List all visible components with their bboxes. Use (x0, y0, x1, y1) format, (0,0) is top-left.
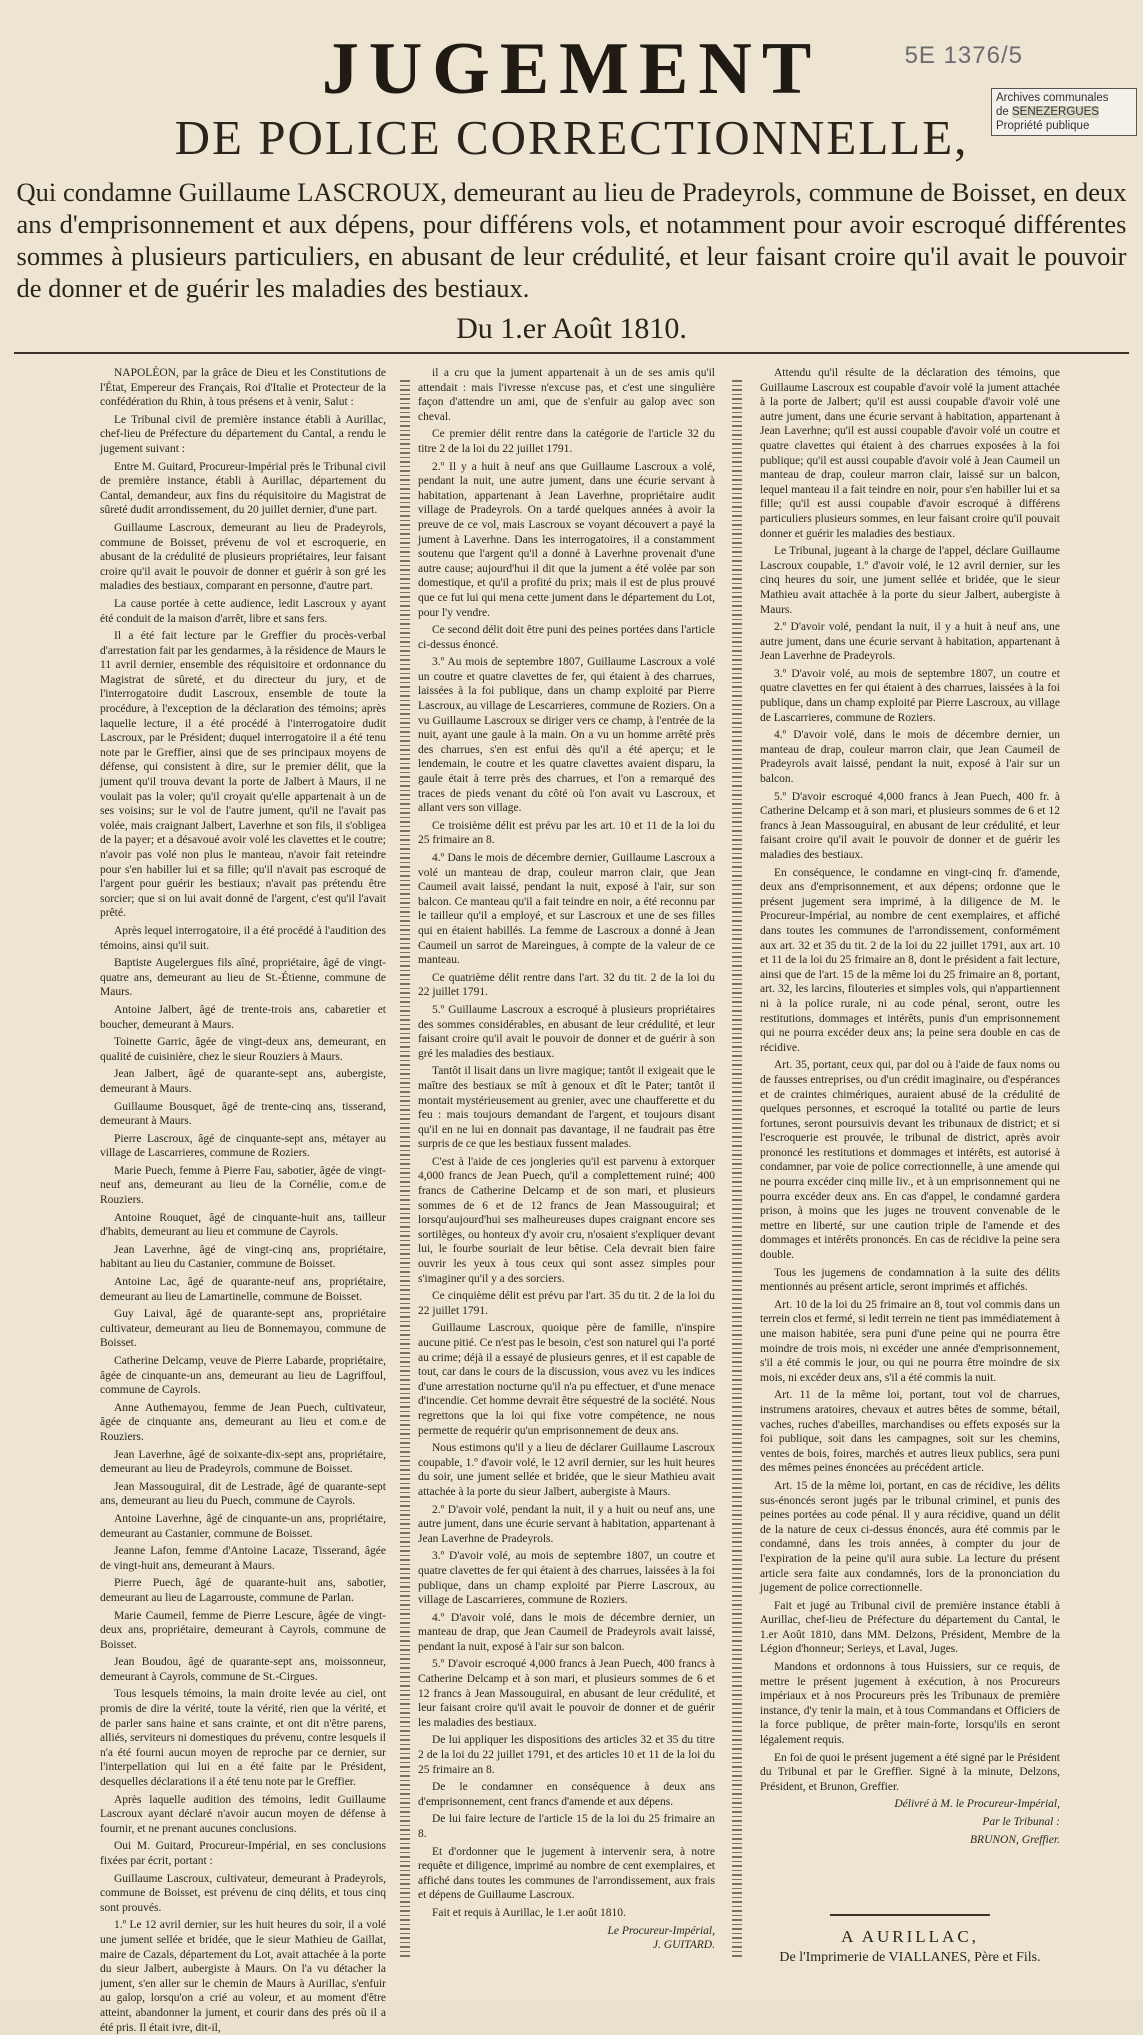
col2-paragraph: Tantôt il lisait dans un livre magique; tantôt il exigeait que le maître des bestiaux se mît à genoux et dît le Pater; tantôt il montait mystérieusement au grenier, avec une chaufferette et du feu : mais toujours demandant de l'argent, et toujours disant qu'il en ne lui en donnait pas davantage, il ne faudrait pas être surpris de ce que les bestiaux fussent malades. (418, 1065, 715, 1151)
column-left (100, 366, 386, 2034)
col2-paragraph: 3.º Au mois de septembre 1807, Guillaume Lascroux a volé un coutre et quatre clavettes de fer, qui étaient à des charrues, laissées à la foi publique, dans un champ exploité par Pierre Lascroux, au village de Lescarrieres, commune de Roziers. On a vu Guillaume Lascroux se diriger vers ce champ, à l'entrée de la nuit, ayant une gaule à la main. On a vu un homme arrêté près des charrues, s'en est enfui dès qu'il a été aperçu; et le lendemain, le coutre et les quatre clavettes avaient disparu, la gaule était à terre près des charrues, et l'on a remarqué des traces de pieds venant du côté où l'on avait vu Lascroux, et allant vers son village. (418, 656, 715, 815)
col3-paragraph: Fait et jugé au Tribunal civil de première instance établi à Aurillac, chef-lieu de Préfecture du département du Cantal, le 1.er Août 1810, dans MM. Delzons, Président, Membre de la Légion d'honneur; Serieys, et Laval, Juges. (760, 1599, 1060, 1656)
col1-paragraph: Jean Boudou, âgé de quarante-sept ans, moissonneur, demeurant à Cayrols, commune de St.-Cirgues. (100, 1656, 386, 1683)
col1-paragraph: Oui M. Guitard, Procureur-Impérial, en ses conclusions fixées par écrit, portant : (100, 1840, 386, 1867)
stamp-line-1: Archives communales (996, 92, 1109, 104)
delivery-note: Délivré à M. le Procureur-Impérial, (894, 1798, 1060, 1811)
col1-paragraph: Après laquelle audition des témoins, ledit Guillaume Lascroux ayant déclaré n'avoir aucun moyen de défense à fournir, et ne prenant aucunes conclusions. (100, 1793, 386, 1835)
col1-paragraph: Marie Puech, femme à Pierre Fau, sabotier, âgée de vingt-neuf ans, demeurant au lieu de la Cornélie, com.e de Rouziers. (100, 1164, 386, 1207)
col1-paragraph: Après lequel interrogatoire, il a été procédé à l'audition des témoins, ainsi qu'il suit. (100, 924, 386, 952)
col2-paragraph: 2.º Il y a huit à neuf ans que Guillaume Lascroux a volé, pendant la nuit, une autre jument, dans une écurie servant à habitation, appartenant à Jean Laverhne, propriétaire audit village de Pradeyrols. On a tardé quelques années à avoir la preuve de ce vol, mais Lascroux se voyant découvert a payé la jument à Laverhne. Dans les interrogatoires, il a constamment soutenu que l'argent qu'il a donné à Laverhne provenait d'une autre cause; aujourd'hui il dit que la jument a été volée par son domestique, et qu'il a profité du prix; mais il est de plus prouvé que ce fut lui qui mena cette jument dans le département du Lot, pour l'y vendre. (418, 460, 715, 619)
tribunal-note: Par le Tribunal : (982, 1816, 1060, 1828)
column-divider-right (732, 380, 742, 1960)
judgment-date: Du 1.er Août 1810. (456, 312, 687, 345)
col2-paragraph: Ce troisième délit est prévu par les art. 10 et 11 de la loi du 25 frimaire an 8. (418, 819, 715, 847)
col3-paragraph: Art. 15 de la même loi, portant, en cas de récidive, les délits sus-énoncés seront jugés par le tribunal criminel, et punis des peines portées au code pénal. Il y aura récidive, quand un délit de la nature de ceux ci-dessus énoncés, aura été commis par le condamné, dans les trois années, à compter du jour de l'expiration de la peine qu'il aura subie. La lecture du présent article sera faite aux condamnés, lors de la prononciation du jugement de police correctionnelle. (760, 1479, 1060, 1595)
judgment-summary: Qui condamne Guillaume LASCROUX, demeurant au lieu de Pradeyrols, commune de Boisset, en deux ans d'emprisonnement et aux dépens, pour différens vols, et notamment pour avoir escroqué différentes sommes à plusieurs particuliers, en abusant de leur crédulité, et leur faisant croire qu'il avait le pouvoir de donner et de guérir les maladies des bestiaux. (16, 177, 1127, 303)
col1-paragraph: Antoine Lac, âgé de quarante-neuf ans, propriétaire, demeurant au lieu de Lamartinelle, commune de Boisset. (100, 1276, 386, 1303)
col1-paragraph: Jeanne Lafon, femme d'Antoine Lacaze, Tisserand, âgée de vingt-huit ans, demeurant à Maurs. (100, 1545, 386, 1572)
col1-paragraph: Antoine Jalbert, âgé de trente-trois ans, cabaretier et boucher, demeurant à Maurs. (100, 1003, 386, 1031)
col3-paragraph: 2.º D'avoir volé, pendant la nuit, il y a huit à neuf ans, une autre jument, dans une écurie servant à habitation, appartenant à Jean Laverhne de Pradeyrols. (760, 621, 1060, 663)
col2-paragraph: il a cru que la jument appartenait à un de ses amis qu'il attendait : mais l'ivresse n'excuse pas, et c'est une singulière façon d'attendre un ami, que de s'enfuir au galop avec son cheval. (418, 367, 715, 423)
col1-paragraph: Anne Authemayou, femme de Jean Puech, cultivateur, âgée de cinquante ans, demeurant au lieu et com.e de Rouziers. (100, 1401, 386, 1443)
col1-paragraph: Marie Caumeil, femme de Pierre Lescure, âgée de vingt-deux ans, propriétaire, demeurant à Cayrols, commune de Boisset. (100, 1609, 386, 1651)
col2-paragraph: 5.º Guillaume Lascroux a escroqué à plusieurs propriétaires des sommes considérables, en abusant de leur crédulité, et leur faisant croire qu'il avait le pouvoir de donner et de guérir à son gré les maladies des bestiaux. (418, 1003, 715, 1060)
col3-paragraph: Tous les jugemens de condamnation à la suite des délits mentionnés au présent article, seront imprimés et affichés. (760, 1266, 1060, 1294)
col1-paragraph: Guillaume Bousquet, âgé de trente-cinq ans, tisserand, demeurant à Maurs. (100, 1100, 386, 1128)
column-middle (418, 366, 715, 1960)
col1-paragraph: NAPOLÉON, par la grâce de Dieu et les Constitutions de l'État, Empereur des Français, Roi d'Italie et Protecteur de la confédération du Rhin, à tous présens et à venir, Salut : (100, 367, 386, 409)
col1-paragraph: Guillaume Lascroux, cultivateur, demeurant à Pradeyrols, commune de Boisset, est prévenu de cinq délits, et tous cinq sont prouvés. (100, 1872, 386, 1914)
col2-paragraph: De lui appliquer les dispositions des articles 32 et 35 du titre 2 de la loi du 22 juillet 1791, et des articles 10 et 11 de la loi du 25 frimaire an 8. (418, 1734, 715, 1776)
col1-paragraph: Entre M. Guitard, Procureur-Impérial près le Tribunal civil de première instance, établi à Aurillac, département du Cantal, demandeur, aux fins du réquisitoire du Magistrat de sûreté dudit arrondissement, du 20 juillet dernier, d'une part. (100, 460, 386, 517)
col2-paragraph: 3.º D'avoir volé, au mois de septembre 1807, un coutre et quatre clavettes de fer qui étaient à des charrues, laissées à la foi publique, dans un champ exploité par Pierre Lascroux, au village de Lascarrieres, commune de Roziers. (418, 1550, 715, 1607)
header-rule (14, 352, 1129, 354)
col1-paragraph: Catherine Delcamp, veuve de Pierre Labarde, propriétaire, âgée de cinquante-un ans, demeurant au lieu de Lagriffoul, commune de Cayrols. (100, 1355, 386, 1397)
col3-paragraph: Mandons et ordonnons à tous Huissiers, sur ce requis, de mettre le présent jugement à exécution, à nos Procureurs impériaux et à nos Procureurs près les Tribunaux de première instance, d'y tenir la main, et à tous Commandans et Officiers de la force publique, de prêter main-forte, lorsqu'ils en seront légalement requis. (760, 1661, 1060, 1747)
col1-paragraph: Pierre Puech, âgé de quarante-huit ans, sabotier, demeurant au lieu de Lagarrouste, commune de Parlan. (100, 1577, 386, 1604)
stamp-commune: SENEZERGUES (1012, 106, 1099, 118)
col2-paragraph: Fait et requis à Aurillac, le 1.er août 1810. (432, 1906, 626, 1919)
stamp-line-2 (996, 105, 1132, 119)
col1-paragraph: Baptiste Augelergues fils aîné, propriétaire, âgé de vingt-quatre ans, demeurant au lieu de St.-Étienne, commune de Maurs. (100, 957, 386, 999)
col2-paragraph: Ce quatrième délit rentre dans l'art. 32 du tit. 2 de la loi du 22 juillet 1791. (418, 971, 715, 999)
col3-paragraph: Art. 35, portant, ceux qui, par dol ou à l'aide de faux noms ou de fausses entreprises, ou d'un crédit imaginaire, ou d'espérances et de craintes chimériques, auraient abusé de la crédulité de quelques personnes, et escroqué la totalité ou partie de leurs fortunes, seront poursuivis devant les tribunaux de district; et si l'escroquerie est prouvée, le tribunal de district, après avoir prononcé les restitutions et dommages et intérêts, est autorisé à condamner, par voie de police correctionnelle, à une amende qui ne pourra excéder cinq mille liv., et à un emprisonnement qui ne pourra excéder deux ans. En cas d'appel, le condamné gardera prison, à moins que les juges ne trouvent convenable de le mettre en liberté, sur une caution triple de l'amende et des dommages et intérêts prononcés. En cas de récidive la peine sera double. (760, 1059, 1060, 1262)
col2-paragraph: 4.º D'avoir volé, dans le mois de décembre dernier, un manteau de drap, que Jean Caumeil de Pradeyrols avait laissé, pendant la nuit, exposé à l'air sur son balcon. (418, 1611, 715, 1653)
col1-paragraph: Jean Laverhne, âgé de vingt-cinq ans, propriétaire, habitant au lieu du Castanier, commune de Boisset. (100, 1243, 386, 1271)
col1-paragraph: 1.º Le 12 avril dernier, sur les huit heures du soir, il a volé une jument sellée et bridée, que le sieur Mathieu de Gaillat, maire de Cazals, département du Lot, avait attachée à la porte du sieur Jalbert, aubergiste à Maurs. On l'a vu détacher la jument, s'en aller sur le chemin de Maurs à Aurillac, s'enfuir au galop, lorsqu'on a crié au voleur, et au moment d'être atteint, abandonner la jument, et courir dans des prés où il a été pris. Il était ivre, dit-il, (100, 1919, 386, 2034)
stamp-line-3: Propriété publique (996, 120, 1090, 132)
col3-paragraph: Attendu qu'il résulte de la déclaration des témoins, que Guillaume Lascroux est coupable d'avoir volé la jument attachée à la porte de Jalbert; qu'il est aussi coupable d'avoir volé une autre jument, dans une écurie servant à habitation, appartenant à Jean Laverhne; qu'il est aussi coupable d'avoir volé un coutre et quatre clavettes qui étaient à des charrues exposées à la foi publique; qu'il est aussi coupable d'avoir volé à Jean Caumeil un manteau de drap, couleur marron clair, laissé sur un balcon, lequel manteau il a fait teindre en noir, pour s'en habiller lui et sa fille; qu'il est aussi coupable d'avoir escroqué à différens particuliers plusieurs sommes, en leur faisant croire qu'il pouvait donner et guérir les maladies des bestiaux. (760, 367, 1060, 540)
col1-paragraph: Jean Massouguiral, dit de Lestrade, âgé de quarante-sept ans, demeurant au lieu du Puech, commune de Cayrols. (100, 1480, 386, 1508)
col2-paragraph: Ce cinquième délit est prévu par l'art. 35 du tit. 2 de la loi du 22 juillet 1791. (418, 1290, 715, 1317)
procureur-signature: Le Procureur-Impérial, J. GUITARD. (607, 1924, 715, 1952)
col1-paragraph: Tous lesquels témoins, la main droite levée au ciel, ont promis de dire la vérité, toute la vérité, rien que la vérité, et de parler sans haine et sans crainte, et ont dit n'être parens, alliés, serviteurs ni domestiques du prévenu, contre lesquels il n'a été fourni aucun moyen de reproche par ce dernier, sur l'interpellation qui lui en a été faite par le Président, desquelles déclarations il a été tenu note par le Greffier. (100, 1688, 386, 1789)
col1-paragraph: Jean Jalbert, âgé de quarante-sept ans, aubergiste, demeurant à Maurs. (100, 1068, 386, 1095)
col3-paragraph: 3.º D'avoir volé, au mois de septembre 1807, un coutre et quatre clavettes en fer qui étaient à des charrues, laissées à la foi publique, dans un champ exploité par Pierre Lascroux, au village de Lascarrieres, commune de Roziers. (760, 667, 1060, 724)
col1-paragraph: Pierre Lascroux, âgé de cinquante-sept ans, métayer au village de Lascarrieres, commune de Roziers. (100, 1132, 386, 1160)
col3-paragraph: En conséquence, le condamne en vingt-cinq fr. d'amende, deux ans d'emprisonnement, et aux dépens; ordonne que le présent jugement sera imprimé, à la diligence de M. le Procureur-Impérial, au nombre de cent exemplaires, et affiché dans toutes les communes de l'arrondissement, conformément aux art. 32 et 35 du tit. 2 de la loi du 22 juillet 1791, aux art. 10 et 11 de la loi du 25 frimaire an 8, dont le président a fait lecture, ainsi que de l'art. 15 de la même loi du 25 frimaire an 8, portant, art. 32, les larcins, filouteries et simples vols, qui n'appartiennent ni à la police rurale, ni au code pénal, seront, outre les restitutions, dommages et intérêts, punis d'un emprisonnement qui ne pourra excéder deux ans; la peine sera double en cas de récidive. (760, 866, 1060, 1054)
col3-paragraph: Art. 10 de la loi du 25 frimaire an 8, tout vol commis dans un terrein clos et fermé, si ledit terrein ne tient pas immédiatement à une maison habitée, sera puni d'une peine qui ne pourra être moindre de trois mois, ni excéder une année d'emprisonnement, s'il a été commis le jour, ou qui ne pourra être moindre de six mois, ni excéder deux ans, s'il a été commis la nuit. (760, 1298, 1060, 1384)
col2-paragraph: 4.º Dans le mois de décembre dernier, Guillaume Lascroux a volé un manteau de drap, couleur marron clair, que Jean Caumeil avait laissé, pendant la nuit, exposé à l'air, sur son balcon. Ce manteau qu'il a fait teindre en noir, a été reconnu par le tailleur qu'il a employé, et sur Lascroux et une de ses filles qui en étaient habillés. La femme de Lascroux a donné à Jean Caumeil un sarrot de Mareingues, à compte de la valeur de ce manteau. (418, 852, 715, 967)
title-jugement: JUGEMENT (321, 28, 822, 110)
col1-paragraph: Toinette Garric, âgée de vingt-deux ans, demeurant, en qualité de cuisinière, chez le sieur Rouziers à Maurs. (100, 1036, 386, 1063)
col2-paragraph: Nous estimons qu'il y a lieu de déclarer Guillaume Lascroux coupable, 1.º d'avoir volé, le 12 avril dernier, sur les huit heures du soir, une jument sellée et bridée, que le sieur Mathieu avait attachée à la porte du sieur Jalbert, aubergiste à Maurs. (418, 1442, 715, 1498)
col2-paragraph: Ce second délit doit être puni des peines portées dans l'article ci-dessus énoncé. (418, 624, 715, 651)
col2-paragraph: 2.º D'avoir volé, pendant la nuit, il y a huit ou neuf ans, une autre jument, dans une écurie servant à habitation, appartenant à Jean Laverhne de Pradeyrols. (418, 1503, 715, 1545)
col1-paragraph: Jean Laverhne, âgé de soixante-dix-sept ans, propriétaire, demeurant au lieu de Pradeyrols, commune de Boisset. (100, 1448, 386, 1476)
imprint-city: A AURILLAC, (841, 1927, 979, 1946)
col3-paragraph: Art. 11 de la même loi, portant, tout vol de charrues, instrumens aratoires, chevaux et autres bêtes de somme, bétail, vaches, ruches d'abeilles, marchandises ou effets exposés sur la foi publique, soit dans les campagnes, soit sur les chemins, ventes de bois, foires, marchés et autres lieux publics, sera puni des mêmes peines énoncées au précédent article. (760, 1389, 1060, 1475)
col2-paragraph: Guillaume Lascroux, quoique père de famille, n'inspire aucune pitié. Ce n'est pas le besoin, c'est son naturel qui l'a porté au crime; déjà il a essayé de plusieurs genres, et il est capable de tout, car dans le cours de la discussion, vous avez vu les indices d'une arrestation nocturne qu'il n'a pu effectuer, et d'une menace d'incendie. Cet homme devrait être séquestré de la société. Nous regrettons que la loi qui fixe votre compétence, ne nous permette de requérir qu'un emprisonnement de deux ans. (418, 1322, 715, 1437)
col2-paragraph: De le condamner en conséquence à deux ans d'emprisonnement, cent francs d'amende et aux dépens. (418, 1781, 715, 1808)
archive-reference: 5E 1376/5 (904, 42, 1023, 69)
col1-paragraph: Antoine Laverhne, âgé de cinquante-un ans, propriétaire, demeurant au Castanier, commune de Boisset. (100, 1512, 386, 1540)
archive-stamp (991, 88, 1137, 136)
col1-paragraph: Il a été fait lecture par le Greffier du procès-verbal d'arrestation fait par les gendarmes, à la résidence de Maurs le 11 avril dernier, ensemble des réquisitoire et ordonnance du Magistrat de sûreté, et du directeur du jury, et de l'interrogatoire dudit Lascroux, ensemble de toute la procédure, à l'exception de la déclaration des témoins; après laquelle lecture, il a été procédé à l'interrogatoire dudit Lascroux, par le Président; duquel interrogatoire il a été tenu note par le Greffier, ainsi que de ses principaux moyens de défense, qui consistent à dire, sur le premier délit, que la jument qu'il trouva devant la porte de Jalbert à Maurs, il ne voulait pas la voler; qu'il croyait qu'elle appartenait à un de ses voisins; sur le vol de l'autre jument, qu'il ne l'avait pas volée, mais craignant Jalbert, Laverhne et son fils, il s'obligea de la payer; et a désavoué avoir volé les clavettes et le coutre; n'avoir pas volé non plus le manteau, n'avoir fait reteindre pour s'en habiller lui et sa fille; qu'il n'avait pas escroqué de l'argent pour guérir les bestiaux; n'avait pas prétendu être sorcier; que si on lui avait donné de l'argent, c'est qu'il l'avait prêté. (100, 630, 386, 920)
col1-paragraph: Le Tribunal civil de première instance établi à Aurillac, chef-lieu de Préfecture du département du Cantal, a rendu le jugement suivant : (100, 413, 386, 455)
col2-paragraph: Ce premier délit rentre dans la catégorie de l'article 32 du titre 2 de la loi du 22 juillet 1791. (418, 428, 715, 455)
col3-paragraph: En foi de quoi le présent jugement a été signé par le Président du Tribunal et par le Greffier. Signé à la minute, Delzons, Président, et Brunon, Greffier. (760, 1751, 1060, 1793)
col1-paragraph: Guillaume Lascroux, demeurant au lieu de Pradeyrols, commune de Boisset, prévenu de vol et escroquerie, en abusant de la crédulité de plusieurs propriétaires, leur faisant croire qu'il avait le pouvoir de donner et guérir à son gré les maladies des bestiaux, comparant en personne, d'autre part. (100, 521, 386, 593)
imprint-rule (830, 1914, 990, 1916)
col2-paragraph: 5.º D'avoir escroqué 4,000 francs à Jean Puech, 400 francs à Catherine Delcamp et à son mari, et plusieurs sommes de 6 et 12 francs à Jean Massouguiral, en abusant de leur crédulité, et leur faisant croire qu'il avait le pouvoir de donner et de guérir les maladies des bestiaux. (418, 1658, 715, 1729)
greffier-signature: BRUNON, Greffier. (970, 1833, 1060, 1846)
stamp-prefix: de (996, 106, 1009, 118)
title-police: DE POLICE CORRECTIONNELLE, (174, 110, 969, 165)
col3-paragraph: Le Tribunal, jugeant à la charge de l'appel, déclare Guillaume Lascroux coupable, 1.º d'avoir volé, le 12 avril dernier, sur les cinq heures du soir, une jument sellée et bridée, que le sieur Mathieu avait attachée à la porte du sieur Jalbert, aubergiste à Maurs. (760, 545, 1060, 616)
col2-paragraph: Et d'ordonner que le jugement à intervenir sera, à notre requête et diligence, imprimé au nombre de cent exemplaires, et affiché dans toutes les communes de l'arrondissement, aux frais et dépens de Guillaume Lascroux. (418, 1845, 715, 1902)
column-right (760, 366, 1060, 1896)
printer-imprint (760, 1914, 1060, 1968)
col3-paragraph: 4.º D'avoir volé, dans le mois de décembre dernier, un manteau de drap, couleur marron clair, que Jean Caumeil de Pradeyrols avait laissé, pendant la nuit, exposé à l'air sur un balcon. (760, 729, 1060, 786)
column-divider-left (400, 380, 410, 1960)
col2-paragraph: De lui faire lecture de l'article 15 de la loi du 25 frimaire an 8. (418, 1813, 715, 1840)
col2-paragraph: C'est à l'aide de ces jongleries qu'il est parvenu à extorquer 4,000 francs de Jean Puech, qu'il a complettement ruiné; 400 francs de Catherine Delcamp et de son mari, et plusieurs sommes de 6 et de 12 francs de Jean Massouguiral; et lorsqu'aujourd'hui ses malheureuses dupes craignant encore ses sortilèges, ou honteux d'y avoir cru, n'osaient s'expliquer devant lui, le fourbe souriait de leur bêtise. Cela devrait bien faire ouvrir les yeux à tous ceux qui sont assez simples pour s'imaginer qu'il y a des sorciers. (418, 1155, 715, 1285)
col1-paragraph: Antoine Rouquet, âgé de cinquante-huit ans, tailleur d'habits, demeurant au lieu et commune de Cayrols. (100, 1211, 386, 1239)
col1-paragraph: Guy Laival, âgé de quarante-sept ans, propriétaire cultivateur, demeurant au lieu de Bonnemayou, commune de Boisset. (100, 1308, 386, 1350)
col1-paragraph: La cause portée à cette audience, ledit Lascroux y ayant été conduit de la maison d'arrêt, libre et sans fers. (100, 597, 386, 625)
col3-paragraph: 5.º D'avoir escroqué 4,000 francs à Jean Puech, 400 fr. à Catherine Delcamp et à son mari, et plusieurs sommes de 6 et 12 francs à Jean Massouguiral, en abusant de leur crédulité, et leur faisant croire qu'il avait le pouvoir de donner et de guérir les maladies des bestiaux. (760, 790, 1060, 861)
imprint-printer: De l'Imprimerie de VIALLANES, Père et Fils. (779, 1950, 1041, 1965)
